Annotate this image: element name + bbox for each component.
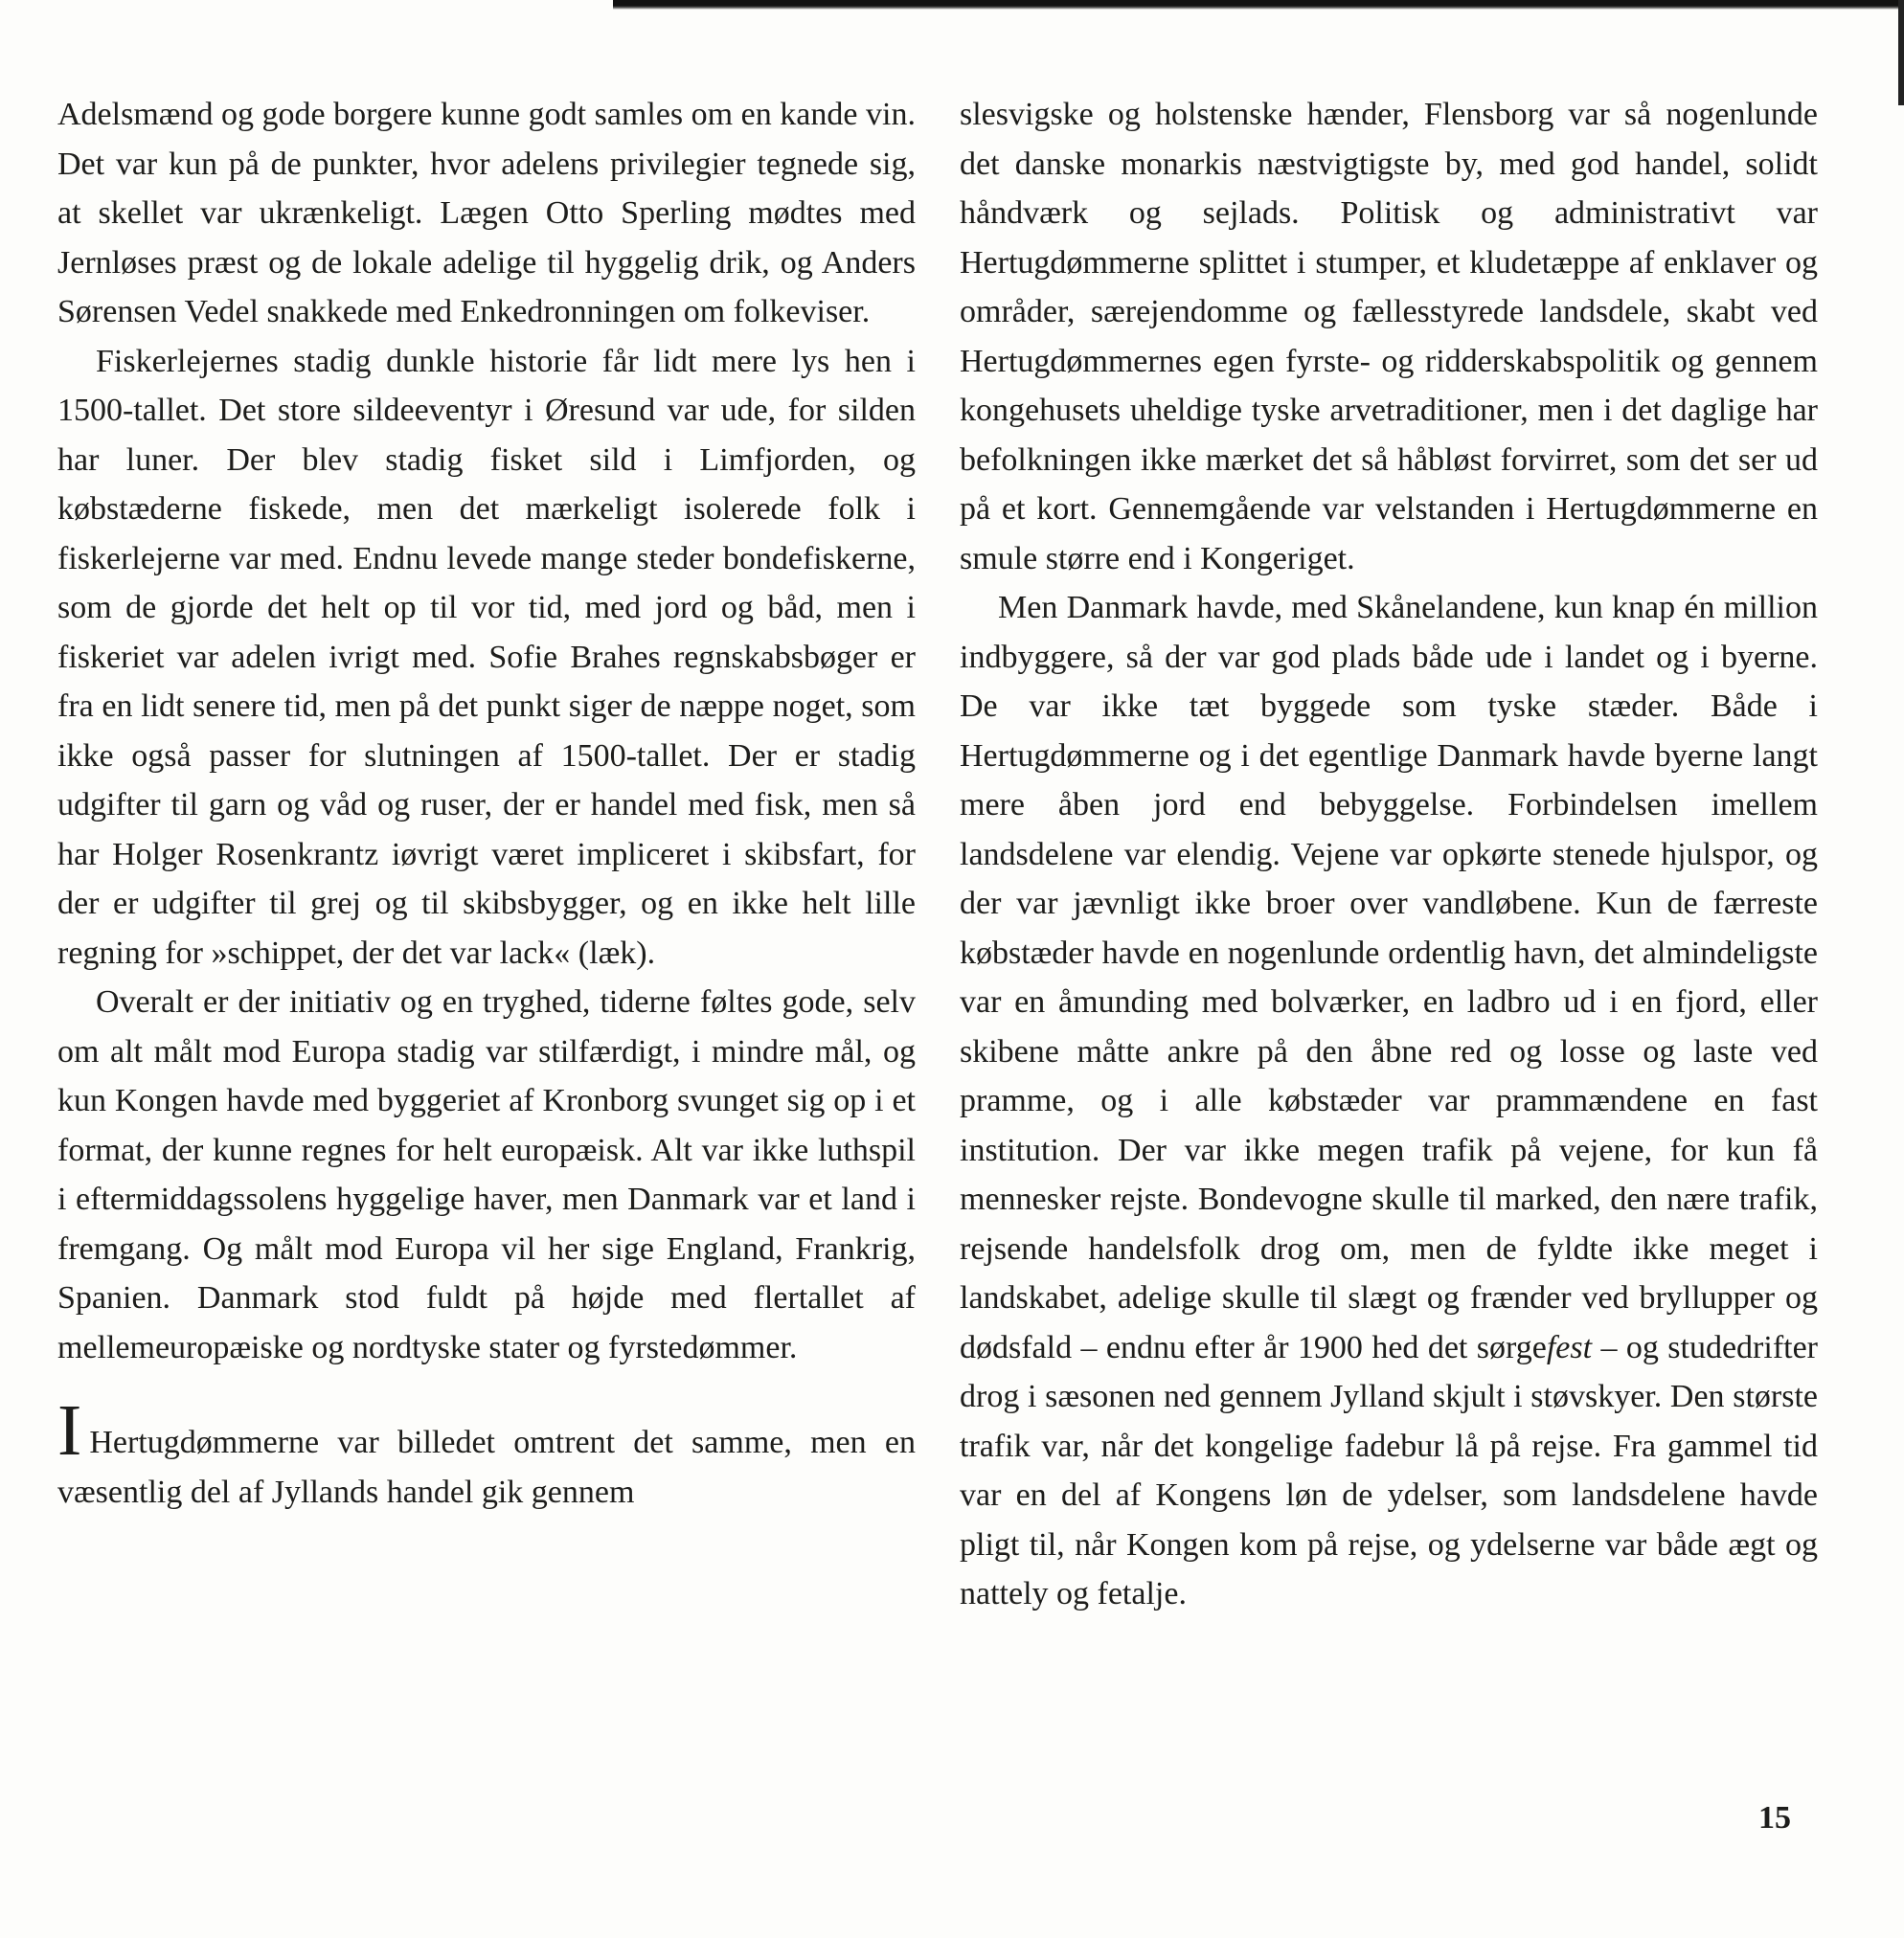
paragraph — [960, 583, 1818, 1619]
paragraph-text: Men Danmark havde, med Skånelandene, kun knap én million indbyggere, så der var god plads både ude i landet og i byerne. De var ikke tæt byggede som tyske stæder. Både i Hertugdømmerne og i det egentlige Danmark havde byerne langt mere åben jord end bebyggelse. Forbindelsen imellem landsdelene var elendig. Vejene var opkørte stenede hjulspor, og der var jævnligt ikke broer over vandløbene. Kun de færreste købstæder havde en nogenlunde ordentlig havn, det almindeligste var en åmunding med bolværker, en ladbro ud i en fjord, eller skibene måtte ankre på den åbne red og losse og laste ved pramme, og i alle købstæder var prammændene en fast institution. Der var ikke megen trafik på vejene, for kun få mennesker rejste. Bondevogne skulle til marked, den nære trafik, rejsende handelsfolk drog om, men de fyldte ikke meget i landskabet, adelige skulle til slægt og frænder ved bryllupper og dødsfald – endnu efter år 1900 hed det sørge — [960, 590, 1818, 1365]
left-text-column — [57, 90, 916, 1517]
page-number: 15 — [1758, 1800, 1791, 1836]
paragraph: Overalt er der initiativ og en tryghed, tiderne føltes gode, selv om alt målt mod Europa stadig var stilfærdigt, i mindre mål, og kun Kongen havde med byggeriet af Kronborg svunget sig op i et format, der kunne regnes for helt europæisk. Alt var ikke luthspil i eftermiddagssolens hyggelige haver, men Danmark var et land i fremgang. Og målt mod Europa vil her sige England, Frankrig, Spanien. Danmark stod fuldt på højde med flertallet af mellemeuropæiske og nordtyske stater og fyrstedømmer. — [57, 984, 916, 1365]
section-opening-paragraph — [57, 1390, 916, 1517]
paragraph-text: – og studedrifter drog i sæsonen ned gennem Jylland skjult i støvskyer. Den største trafik var, når det kongelige fadebur lå på rejse. Fra gammel tid var en del af Kongens løn de ydelser, som landsdelene havde pligt til, når Kongen kom på rejse, og ydelserne var både ægt og nattely og fetalje. — [960, 1329, 1819, 1611]
right-text-column — [960, 90, 1818, 1619]
paragraph: Adelsmænd og gode borgere kunne godt samles om en kande vin. Det var kun på de punkter, hvor adelens privilegier tegnede sig, at skellet var ukrænkeligt. Lægen Otto Sperling mødtes med Jernløses præst og de lokale adelige til hyggelig drik, og Anders Sørensen Vedel snakkede med Enkedronningen om folkeviser. — [57, 97, 916, 329]
right-edge-shadow — [1898, 0, 1904, 105]
italic-emphasis: fest — [1546, 1329, 1593, 1365]
paragraph-text: Hertugdømmerne var billedet omtrent det samme, men en væsentlig del af Jyllands handel gik gennem — [57, 1425, 916, 1510]
top-border-rule — [613, 0, 1904, 10]
drop-cap-initial: I — [57, 1390, 82, 1471]
paragraph: Fiskerlejernes stadig dunkle historie får lidt mere lys hen i 1500-tallet. Det store sildeeventyr i Øresund var ude, for silden har luner. Der blev stadig fisket sild i Limfjorden, og købstæderne fiskede, men det mærkeligt isolerede folk i fiskerlejerne var med. Endnu levede mange steder bondefiskerne, som de gjorde det helt op til vor tid, med jord og båd, men i fiskeriet var adelen ivrigt med. Sofie Brahes regnskabsbøger er fra en lidt senere tid, men på det punkt siger de næppe noget, som ikke også passer for slutningen af 1500-tallet. Der er stadig udgifter til garn og våd og ruser, der er handel med fisk, men så har Holger Rosenkrantz iøvrigt været impliceret i skibsfart, for der er udgifter til grej og til skibsbygger, og en ikke helt lille regning for »schippet, der det var lack« (læk). — [57, 343, 916, 971]
paragraph: slesvigske og holstenske hænder, Flensborg var så nogenlunde det danske monarkis næstvigtigste by, med god handel, solidt håndværk og sejlads. Politisk og administrativt var Hertugdømmerne splittet i stumper, et kludetæppe af enklaver og områder, særejendomme og fællesstyrede landsdele, skabt ved Hertugdømmernes egen fyrste- og ridderskabspolitik og gennem kongehusets uheldige tyske arvetraditioner, men i det daglige har befolkningen ikke mærket det så håbløst forvirret, som det ser ud på et kort. Gennemgående var velstanden i Hertugdømmerne en smule større end i Kongeriget. — [960, 97, 1818, 576]
